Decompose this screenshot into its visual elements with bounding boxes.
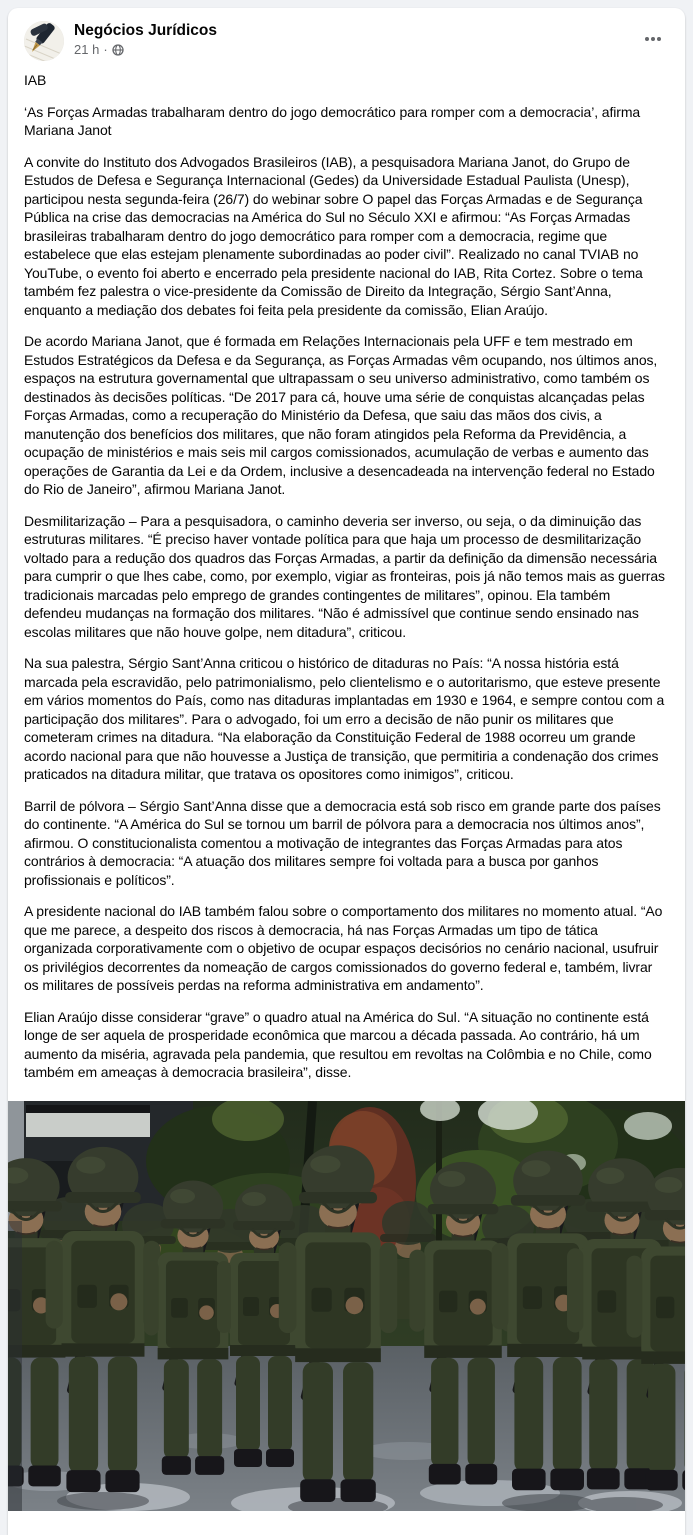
post-paragraph: Na sua palestra, Sérgio Sant’Anna criticou o histórico de ditaduras no País: “A nossa história está marcada pela escravidão, pelo patrimonialismo, pelo clientelismo e o autoritarismo, que esteve presente em vários momentos do País, como nas ditaduras implantadas em 1930 e 1964, e sempre contou com a participação dos militares”. Para o advogado, foi um erro a decisão de não punir os militares que cometeram crimes na ditadura. “Na elaboração da Constituição Federal de 1988 ocorreu um grande acordo nacional para que não houvesse a Justiça de transição, que permitiria a condenação dos crimes praticados na ditadura militar, que tratava os opositores como inimigos”, criticou.: [24, 655, 665, 782]
ellipsis-icon: [643, 29, 663, 49]
post-paragraph: A presidente nacional do IAB também falou sobre o comportamento dos militares no momento atual. “Ao que me parece, a despeito dos riscos à democracia, há nas Forças Armadas um tipo de tática organizada corporativamente com o objetivo de ocupar espaços decisórios no cenário nacional, usufruir os privilégios decorrentes da nomeação de cargos comissionados do governo federal e, também, livrar os militares de possíveis perdas na reforma administrativa em andamento”.: [24, 903, 663, 993]
post-paragraph-iab: IAB: [24, 72, 47, 88]
more-options-button[interactable]: [637, 23, 669, 55]
post-photo[interactable]: [8, 1101, 685, 1511]
post-paragraph: A convite do Instituto dos Advogados Brasileiros (IAB), a pesquisadora Mariana Janot, do Grupo de Estudos de Defesa e Segurança Internacional (Gedes) da Universidade Estadual Paulista (Unesp), participou nesta segunda-feira (26/7) do webinar sobre O papel das Forças Armadas e de Segurança Pública na crise das democracias na América do Sul no Século XXI e afirmou: “As Forças Armadas brasileiras trabalharam dentro do jogo democrático para romper com a democracia, regime que estabelece que elas estejam plenamente subordinadas ao poder civil”. Realizado no canal TVIAB no YouTube, o evento foi aberto e encerrado pela presidente nacional do IAB, Rita Cortez. Sobre o tema também fez palestra o vice-presidente da Comissão de Direito da Integração, Sérgio Sant’Anna, enquanto a mediação dos debates foi feita pela presidente da comissão, Elian Araújo.: [24, 153, 643, 318]
fountain-pen-avatar-image: [24, 21, 64, 61]
post-paragraph: Barril de pólvora – Sérgio Sant’Anna disse que a democracia está sob risco em grande parte dos países do continente. “A América do Sul se tornou um barril de pólvora para a democracia nos últimos anos”, afirmou. O constitucionalista comentou a motivação de integrantes das Forças Armadas para atos contrários à democracia: “A atuação dos militares sempre foi voltada para a busca por ganhos profissionais e políticos”.: [24, 797, 661, 888]
post-paragraph: Elian Araújo disse considerar “grave” o quadro atual na América do Sul. “A situação no continente está longe de ser aquela de prosperidade econômica que marcou a década passada. Ao contrário, há um aumento da miséria, agravada pela pandemia, que resultou em revoltas na Colômbia e no Chile, como também em ameaças à democracia brasileira”, disse.: [24, 1008, 652, 1080]
globe-icon: [112, 44, 124, 56]
soldiers-photo-illustration: [8, 1101, 685, 1511]
post-header: [8, 8, 685, 67]
page-avatar[interactable]: [24, 21, 64, 61]
post-text: [8, 67, 685, 1101]
timestamp[interactable]: 21 h: [74, 42, 100, 57]
page-name[interactable]: Negócios Jurídicos: [74, 22, 217, 39]
post-paragraph: Desmilitarização – Para a pesquisadora, o caminho deveria ser inverso, ou seja, o da diminuição das estruturas militares. “É preciso haver vontade política para que haja um processo de desmilitarização voltado para a redução dos quadros das Forças Armadas, a partir da definição da dimensão necessária para cumprir o que lhes cabe, como, por exemplo, vigiar as fronteiras, pois já não temos mais as guerras tradicionais marcadas pelo emprego de grandes contingentes de militares”, opinou. Ela também defendeu mudanças na formação dos militares. “Não é admissível que continue sendo ensinado nas escolas militares que não houve golpe, nem ditadura”, criticou.: [24, 512, 665, 640]
post-paragraph: De acordo Mariana Janot, que é formada em Relações Internacionais pela UFF e tem mestrado em Estudos Estratégicos da Defesa e da Segurança, as Forças Armadas vêm ocupando, nos últimos anos, espaços na estrutura governamental que ultrapassam o seu universo administrativo, como também os destinados às decisões políticas. “De 2017 para cá, houve uma série de conquistas alcançadas pelas Forças Armadas, como a recuperação do Ministério da Defesa, que saiu das mãos dos civis, a manutenção dos benefícios dos militares, que não foram atingidos pela Reforma da Previdência, a ocupação de ministérios e mais seis mil cargos comissionados, acumulação de verbas e aumento das operações de Garantia da Lei e da Ordem, inclusive a desencadeada na intervenção federal no Estado do Rio de Janeiro”, afirmou Mariana Janot.: [24, 333, 658, 497]
post-title: ‘As Forças Armadas trabalharam dentro do jogo democrático para romper com a democracia’, afirma Mariana Janot: [24, 103, 641, 138]
post-card: [8, 8, 685, 1535]
meta-separator: ·: [103, 42, 108, 57]
header-meta: [74, 21, 637, 58]
post-meta-row: [74, 42, 637, 58]
